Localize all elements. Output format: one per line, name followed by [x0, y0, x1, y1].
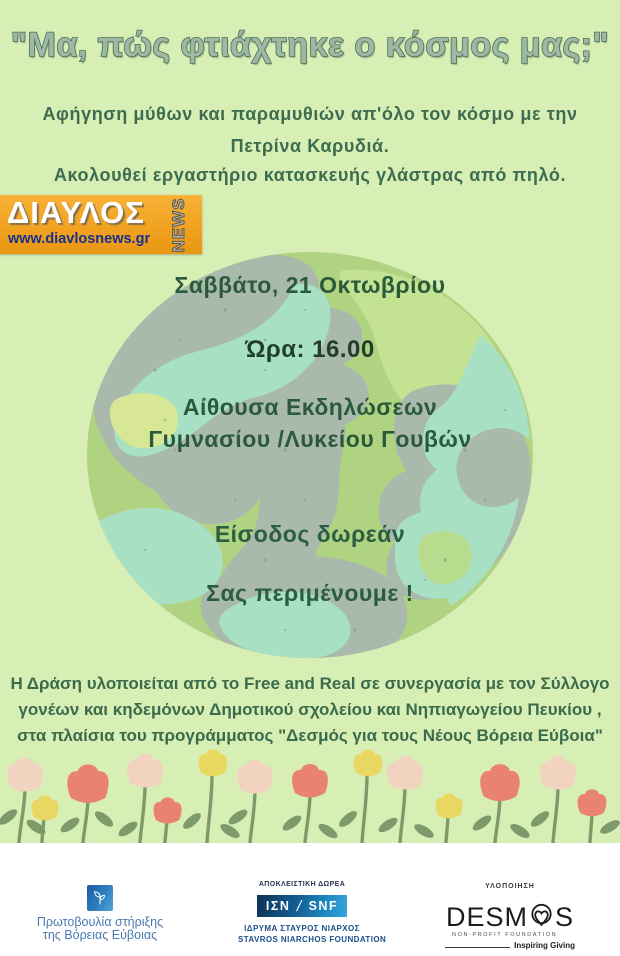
- snf-logo-box: [257, 895, 347, 917]
- snf-logo: [238, 881, 387, 944]
- desmos-tagline-row: [443, 941, 577, 950]
- event-admission: Είσοδος δωρεάν: [214, 521, 406, 547]
- intro-line-3: Ακολουθεί εργαστήριο κατασκευής γλάστρας από πηλό.: [53, 165, 567, 185]
- initiative-sprout-icon: [87, 885, 113, 911]
- organizers-line-1: Η Δράση υλοποιείται από το Free and Real σε συνεργασία με τον Σύλλογο: [10, 674, 610, 693]
- intro-line-2: Πετρίνα Καρυδιά.: [230, 136, 390, 156]
- poster-title: "Μα, πώς φτιάχτηκε ο κόσμος μας;": [10, 26, 610, 64]
- diavlos-logo-url: www.diavlosnews.gr: [8, 231, 151, 247]
- organizers-line-3: στα πλαίσια του προγράμματος "Δεσμός για τους Νέους Βόρεια Εύβοια": [17, 726, 603, 745]
- snf-name-greek: ΙΔΡΥΜΑ ΣΤΑΥΡΟΣ ΝΙΑΡΧΟΣ: [244, 924, 360, 933]
- snf-abbr-greek: ΙΣΝ: [265, 899, 291, 913]
- diavlos-news-logo: [0, 195, 202, 254]
- initiative-name-line-2: της Βόρειας Εύβοιας: [42, 927, 158, 942]
- desmos-name-left: DESM: [445, 901, 528, 932]
- sponsors-footer: [0, 843, 620, 956]
- snf-abbr-english: SNF: [308, 899, 339, 913]
- snf-name-english: STAVROS NIARCHOS FOUNDATION: [238, 935, 387, 944]
- desmos-implementation-label: ΥΛΟΠΟΙΗΣΗ: [485, 883, 535, 890]
- flower-border-illustration: [0, 747, 620, 843]
- snf-slash: /: [295, 897, 304, 915]
- desmos-wordmark: [443, 903, 577, 930]
- desmos-subtitle: NON-PROFIT FOUNDATION: [452, 932, 558, 938]
- intro-line-1: Αφήγηση μύθων και παραμυθιών απ'όλο τον κόσμο με την: [42, 104, 578, 124]
- diavlos-logo-name: ΔΙΑΥΛΟΣ: [7, 195, 145, 230]
- event-venue-line-1: Αίθουσα Εκδηλώσεων: [182, 394, 438, 420]
- initiative-name-line-1: Πρωτοβουλία στήριξης: [36, 915, 164, 929]
- event-time: Ώρα: 16.00: [245, 336, 375, 363]
- diavlos-logo-news-vertical: NEWS: [169, 197, 188, 253]
- desmos-tagline-rule: [445, 947, 510, 948]
- organizers-line-2: γονέων και κηδεμόνων Δημοτικού σχολείου και Νηπιαγωγείου Πευκίου ,: [18, 700, 602, 719]
- event-venue-line-2: Γυμνασίου /Λυκείου Γουβών: [148, 426, 472, 452]
- desmos-logo: [443, 883, 577, 950]
- desmos-name-right: S: [555, 901, 575, 932]
- initiative-logo: [35, 885, 165, 941]
- event-date: Σαββάτο, 21 Οκτωβρίου: [174, 272, 446, 298]
- event-closing-message: Σας περιμένουμε !: [206, 580, 414, 606]
- snf-donation-label: ΑΠΟΚΛΕΙΣΤΙΚΗ ΔΩΡΕΑ: [258, 881, 346, 888]
- desmos-heart-o-icon: [529, 903, 554, 930]
- desmos-tagline: Inspiring Giving: [514, 941, 575, 950]
